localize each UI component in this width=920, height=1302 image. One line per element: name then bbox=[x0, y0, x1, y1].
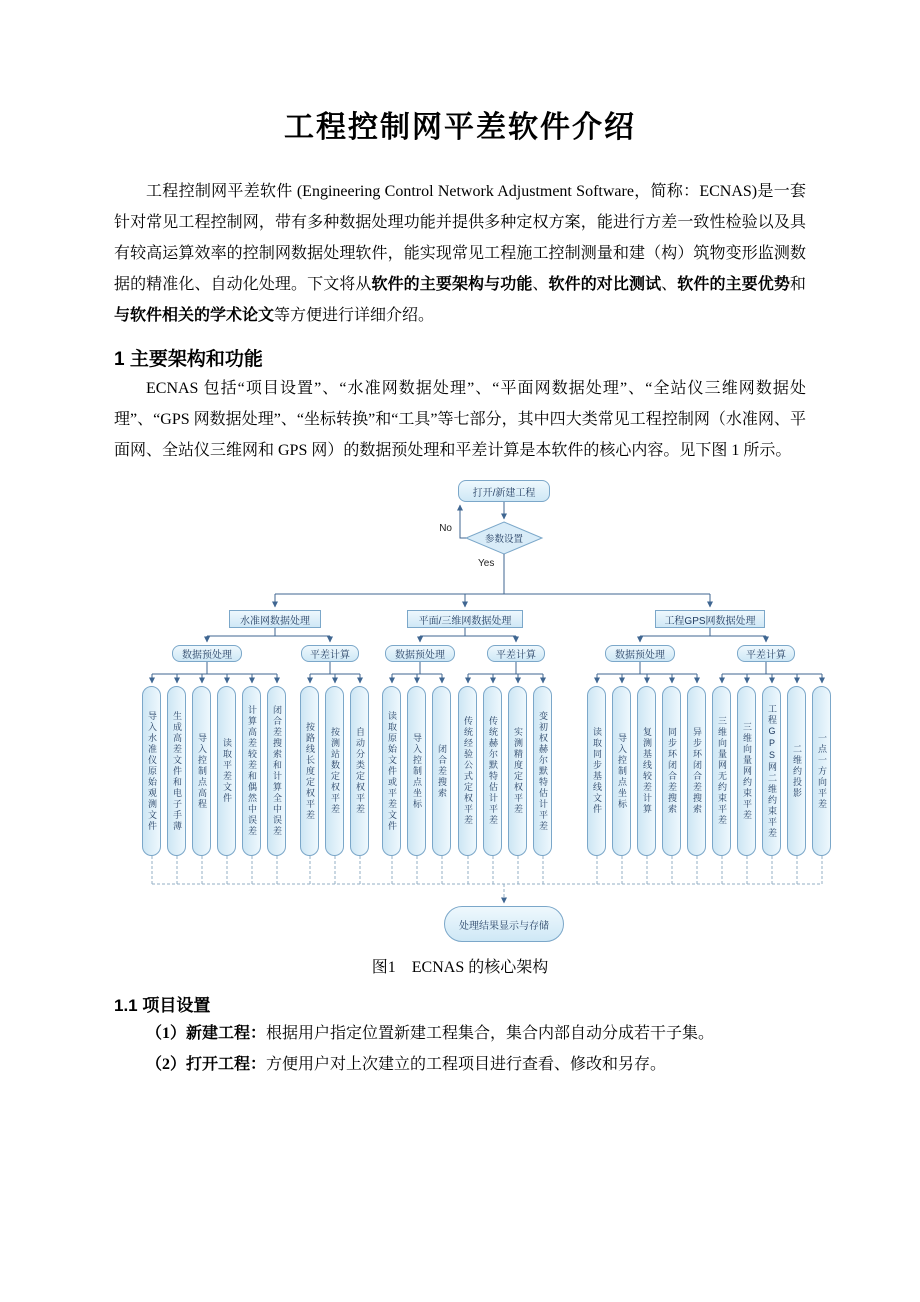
flowchart-leaf-1-adj-3: 变初权赫尔默特估计平差 bbox=[533, 686, 552, 856]
intro-separator: 和 bbox=[789, 276, 806, 293]
flowchart-leaf-2-adj-4: 一点一方向平差 bbox=[812, 686, 831, 856]
flowchart-leaf-0-pre-2: 导入控制点高程 bbox=[192, 686, 211, 856]
intro-bold-advantages: 软件的主要优势 bbox=[677, 276, 790, 293]
flowchart-leaf-2-pre-3: 同步环闭合差搜索 bbox=[662, 686, 681, 856]
intro-text: 工程控制网平差软件 (Engineering Control Network Adjustment Software，简称：ECNAS)是一套针对常见工程控制网，带有多种数据处理功能并提供多种定权方案，能进行方差一致性检验以及具有较高运算效率的控制网数据处理软件，能实现常见工程施工控制测量和建（构）筑物变形监测数据的精准化、自动化处理。下文将从 bbox=[114, 183, 806, 293]
page-title: 工程控制网平差软件介绍 bbox=[284, 111, 636, 144]
flowchart-leaf-2-pre-1: 导入控制点坐标 bbox=[612, 686, 631, 856]
plane-preprocess-box: 数据预处理 bbox=[385, 645, 455, 662]
intro-bold-comparison: 软件的对比测试 bbox=[548, 276, 662, 293]
leveling-adjustment-box: 平差计算 bbox=[301, 645, 359, 662]
intro-separator: 、 bbox=[532, 276, 549, 293]
item-open-project bbox=[114, 1049, 806, 1080]
flowchart-leaf-1-adj-1: 传统赫尔默特估计平差 bbox=[483, 686, 502, 856]
flowchart-leaf-2-pre-4: 异步环闭合差搜索 bbox=[687, 686, 706, 856]
flowchart-leaf-2-adj-3: 二维约投影 bbox=[787, 686, 806, 856]
flowchart-leaf-2-pre-0: 读取同步基线文件 bbox=[587, 686, 606, 856]
flowchart-leaf-0-pre-5: 闭合差搜索和计算全中误差 bbox=[267, 686, 286, 856]
branch-leveling-network: 水准网数据处理 bbox=[229, 610, 321, 628]
leveling-preprocess-box: 数据预处理 bbox=[172, 645, 242, 662]
flowchart-decision-node: 参数设置 bbox=[484, 534, 523, 545]
flowchart-leaf-2-adj-1: 三维向量网约束平差 bbox=[737, 686, 756, 856]
flowchart-start-node: 打开/新建工程 bbox=[458, 480, 550, 502]
figure-1-flowchart bbox=[120, 476, 890, 946]
item-open-project-text: 方便用户对上次建立的工程项目进行查看、修改和另存。 bbox=[266, 1056, 667, 1073]
branch-gps-network: 工程GPS网数据处理 bbox=[655, 610, 765, 628]
intro-separator: 、 bbox=[661, 276, 678, 293]
item-new-project-text: 根据用户指定位置新建工程集合，集合内部自动分成若干子集。 bbox=[266, 1025, 715, 1042]
flowchart-leaf-1-pre-0: 读取原始文件或平差文件 bbox=[382, 686, 401, 856]
decision-yes-label: Yes bbox=[478, 558, 495, 569]
item-open-project-label: （2）打开工程： bbox=[146, 1056, 267, 1073]
flowchart-leaf-0-pre-4: 计算高差较差和偶然中误差 bbox=[242, 686, 261, 856]
intro-bold-papers: 与软件相关的学术论文 bbox=[114, 307, 275, 324]
intro-bold-architecture: 软件的主要架构与功能 bbox=[371, 276, 533, 293]
figure-1-caption: 图1 ECNAS 的核心架构 bbox=[371, 959, 549, 976]
flowchart-leaf-0-adj-1: 按测站数定权平差 bbox=[325, 686, 344, 856]
flowchart-end-node: 处理结果显示与存储 bbox=[444, 906, 564, 942]
flowchart-leaf-0-pre-0: 导入水准仪原始观测文件 bbox=[142, 686, 161, 856]
plane-adjustment-box: 平差计算 bbox=[487, 645, 545, 662]
gps-adjustment-box: 平差计算 bbox=[737, 645, 795, 662]
intro-text-after: 等方便进行详细介绍。 bbox=[274, 307, 435, 324]
flowchart-leaf-0-adj-0: 按路线长度定权平差 bbox=[300, 686, 319, 856]
flowchart-leaf-1-adj-0: 传统经验公式定权平差 bbox=[458, 686, 477, 856]
section-1-1-heading: 1.1 项目设置 bbox=[114, 996, 211, 1015]
flowchart-leaf-0-adj-2: 自动分类定权平差 bbox=[350, 686, 369, 856]
branch-plane-3d-network: 平面/三维网数据处理 bbox=[407, 610, 523, 628]
flowchart-leaf-1-pre-2: 闭合差搜索 bbox=[432, 686, 451, 856]
flowchart-leaf-2-pre-2: 复测基线较差计算 bbox=[637, 686, 656, 856]
flowchart-leaf-2-adj-0: 三维向量网无约束平差 bbox=[712, 686, 731, 856]
item-new-project bbox=[114, 1018, 806, 1049]
flowchart-leaf-2-adj-2: 工程GPS网二维约束平差 bbox=[762, 686, 781, 856]
flowchart-leaf-1-adj-2: 实测精度定权平差 bbox=[508, 686, 527, 856]
flowchart-leaf-0-pre-3: 读取平差文件 bbox=[217, 686, 236, 856]
section-1-heading: 1 主要架构和功能 bbox=[114, 349, 263, 370]
gps-preprocess-box: 数据预处理 bbox=[605, 645, 675, 662]
flowchart-leaf-1-pre-1: 导入控制点坐标 bbox=[407, 686, 426, 856]
intro-paragraph bbox=[114, 176, 806, 331]
decision-no-label: No bbox=[439, 523, 452, 534]
flowchart-leaf-0-pre-1: 生成高差文件和电子手薄 bbox=[167, 686, 186, 856]
section-1-paragraph: ECNAS 包括“项目设置”、“水准网数据处理”、“平面网数据处理”、“全站仪三维网数据处理”、“GPS 网数据处理”、“坐标转换”和“工具”等七部分，其中四大类常见工程控制网（水准网、平面网、全站仪三维网和 GPS 网）的数据预处理和平差计算是本软件的核心内容。见下图 1 所示。 bbox=[114, 380, 806, 459]
item-new-project-label: （1）新建工程： bbox=[146, 1025, 267, 1042]
